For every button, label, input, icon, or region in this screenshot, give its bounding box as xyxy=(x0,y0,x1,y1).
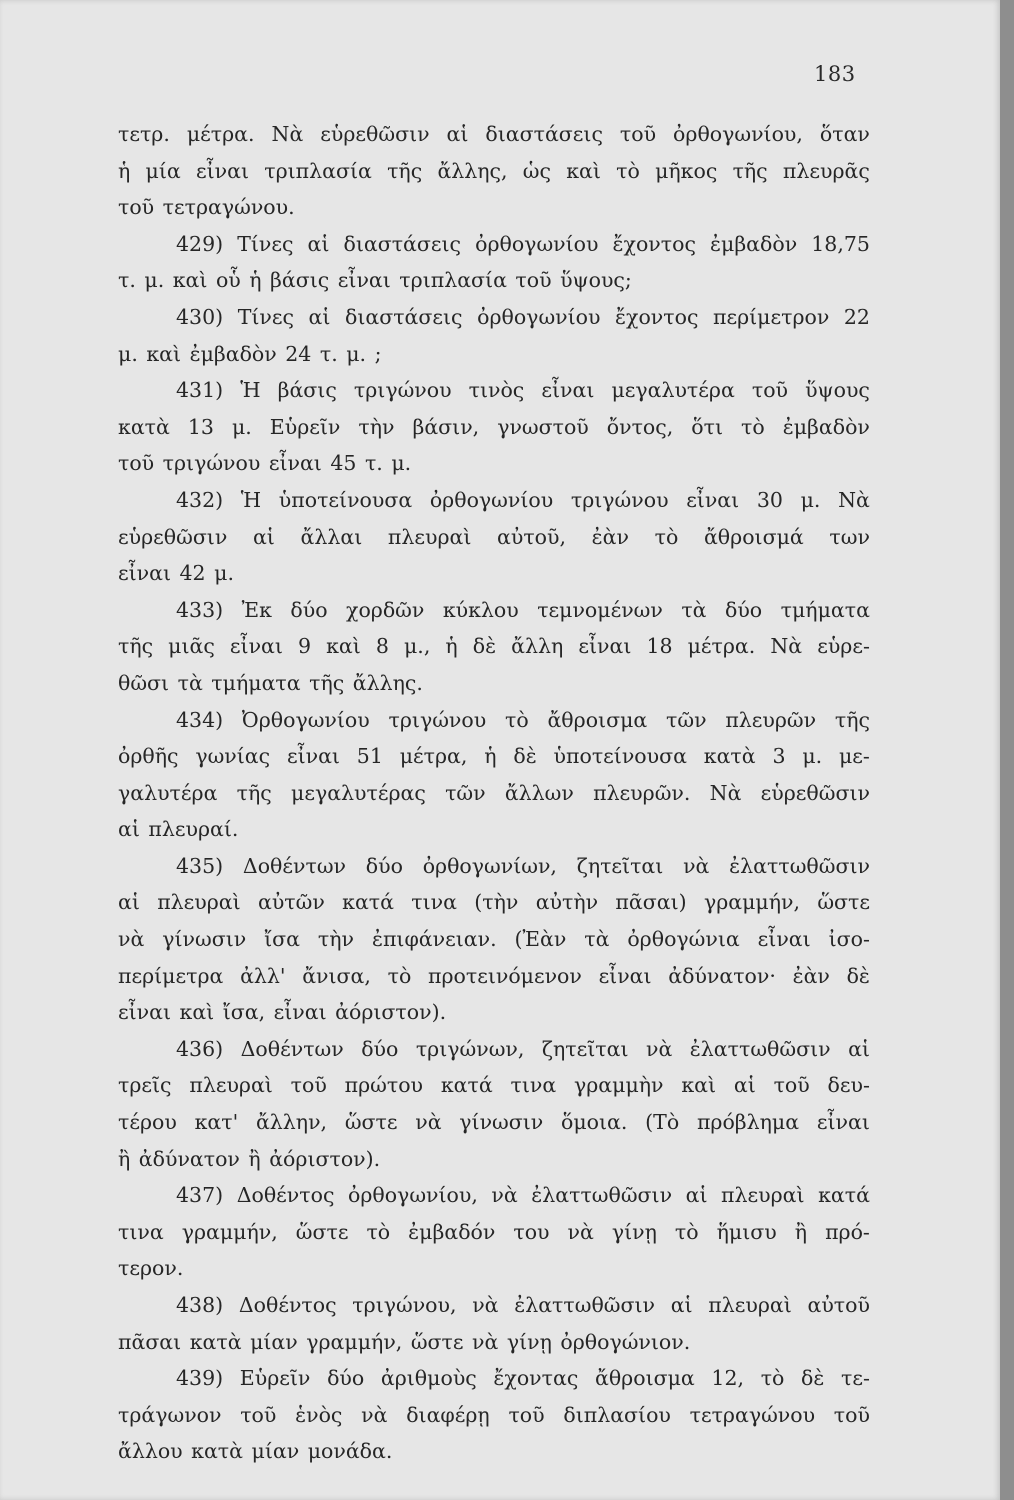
text-line: εἶναι καὶ ἴσα, εἶναι ἀόριστον). xyxy=(118,1000,447,1025)
text-block xyxy=(118,116,870,1470)
text-line: τερον. xyxy=(118,1256,184,1281)
text-line: 431) Ἡ βάσις τριγώνου τινὸς εἶναι μεγαλυτέρα τοῦ ὕψους xyxy=(176,378,870,403)
text-line: νὰ γίνωσιν ἴσα τὴν ἐπιφάνειαν. (Ἐὰν τὰ ὀρθογώνια εἶναι ἰσο- xyxy=(118,927,870,952)
text-line: κατὰ 13 μ. Εὑρεῖν τὴν βάσιν, γνωστοῦ ὄντος, ὅτι τὸ ἐμβαδὸν xyxy=(118,414,870,439)
text-line: 430) Τίνες αἱ διαστάσεις ὀρθογωνίου ἔχοντος περίμετρον 22 xyxy=(176,304,870,329)
text-line: τέρου κατ' ἄλλην, ὥστε νὰ γίνωσιν ὅμοια. (Τὸ πρόβλημα εἶναι xyxy=(118,1110,870,1135)
text-line: εἶναι 42 μ. xyxy=(118,561,234,586)
text-line: περίμετρα ἀλλ' ἄνισα, τὸ προτεινόμενον εἶναι ἀδύνατον· ἐὰν δὲ xyxy=(118,963,870,988)
text-line: 429) Τίνες αἱ διαστάσεις ὀρθογωνίου ἔχοντος ἐμβαδὸν 18,75 xyxy=(176,231,870,256)
text-line: τῆς μιᾶς εἶναι 9 καὶ 8 μ., ἡ δὲ ἄλλη εἶναι 18 μέτρα. Νὰ εὑρε- xyxy=(118,634,870,659)
text-line: 435) Δοθέντων δύο ὀρθογωνίων, ζητεῖται νὰ ἐλαττωθῶσιν xyxy=(176,853,870,878)
text-line: ὀρθῆς γωνίας εἶναι 51 μέτρα, ἡ δὲ ὑποτείνουσα κατὰ 3 μ. με- xyxy=(118,744,870,769)
text-line: 439) Εὑρεῖν δύο ἀριθμοὺς ἔχοντας ἄθροισμα 12, τὸ δὲ τε- xyxy=(176,1366,870,1391)
text-line: 437) Δοθέντος ὀρθογωνίου, νὰ ἐλαττωθῶσιν αἱ πλευραὶ κατά xyxy=(176,1183,870,1208)
text-line: ἡ μία εἶναι τριπλασία τῆς ἄλλης, ὡς καὶ τὸ μῆκος τῆς πλευρᾶς xyxy=(118,158,870,183)
text-line: τινα γραμμήν, ὥστε τὸ ἐμβαδόν του νὰ γίνῃ τὸ ἥμισυ ἢ πρό- xyxy=(118,1219,870,1244)
text-line: τοῦ τριγώνου εἶναι 45 τ. μ. xyxy=(118,451,412,476)
text-line: τετρ. μέτρα. Νὰ εὑρεθῶσιν αἱ διαστάσεις τοῦ ὀρθογωνίου, ὅταν xyxy=(118,122,870,146)
text-line: τράγωνον τοῦ ἑνὸς νὰ διαφέρῃ τοῦ διπλασίου τετραγώνου τοῦ xyxy=(118,1402,870,1427)
text-line: αἱ πλευραὶ αὐτῶν κατά τινα (τὴν αὐτὴν πᾶσαι) γραμμήν, ὥστε xyxy=(118,890,870,915)
text-line: μ. καὶ ἐμβαδὸν 24 τ. μ. ; xyxy=(118,341,382,366)
text-line: πᾶσαι κατὰ μίαν γραμμήν, ὥστε νὰ γίνῃ ὀρθογώνιον. xyxy=(118,1329,691,1354)
text-line: γαλυτέρα τῆς μεγαλυτέρας τῶν ἄλλων πλευρῶν. Νὰ εὑρεθῶσιν xyxy=(118,780,870,805)
text-line: θῶσι τὰ τμήματα τῆς ἄλλης. xyxy=(118,670,423,695)
text-line: τοῦ τετραγώνου. xyxy=(118,195,295,220)
text-line: 436) Δοθέντων δύο τριγώνων, ζητεῖται νὰ ἐλαττωθῶσιν αἱ xyxy=(176,1036,870,1061)
page-number: 183 xyxy=(814,62,856,86)
text-line: 432) Ἡ ὑποτείνουσα ὀρθογωνίου τριγώνου εἶναι 30 μ. Νὰ xyxy=(176,487,870,512)
text-line: εὑρεθῶσιν αἱ ἄλλαι πλευραὶ αὐτοῦ, ἐὰν τὸ ἄθροισμά των xyxy=(118,524,870,549)
text-line: τ. μ. καὶ οὗ ἡ βάσις εἶναι τριπλασία τοῦ ὕψους; xyxy=(118,268,632,293)
text-line: ἢ ἀδύνατον ἢ ἀόριστον). xyxy=(118,1146,381,1171)
text-line: 438) Δοθέντος τριγώνου, νὰ ἐλαττωθῶσιν αἱ πλευραὶ αὐτοῦ xyxy=(176,1293,870,1317)
page-edge xyxy=(1000,0,1014,1500)
text-line: ἄλλου κατὰ μίαν μονάδα. xyxy=(118,1439,393,1464)
text-line: 434) Ὀρθογωνίου τριγώνου τὸ ἄθροισμα τῶν πλευρῶν τῆς xyxy=(176,707,870,732)
text-line: τρεῖς πλευραὶ τοῦ πρώτου κατά τινα γραμμὴν καὶ αἱ τοῦ δευ- xyxy=(118,1073,870,1098)
text-line: 433) Ἐκ δύο χορδῶν κύκλου τεμνομένων τὰ δύο τμήματα xyxy=(176,597,870,622)
text-line: αἱ πλευραί. xyxy=(118,817,239,842)
